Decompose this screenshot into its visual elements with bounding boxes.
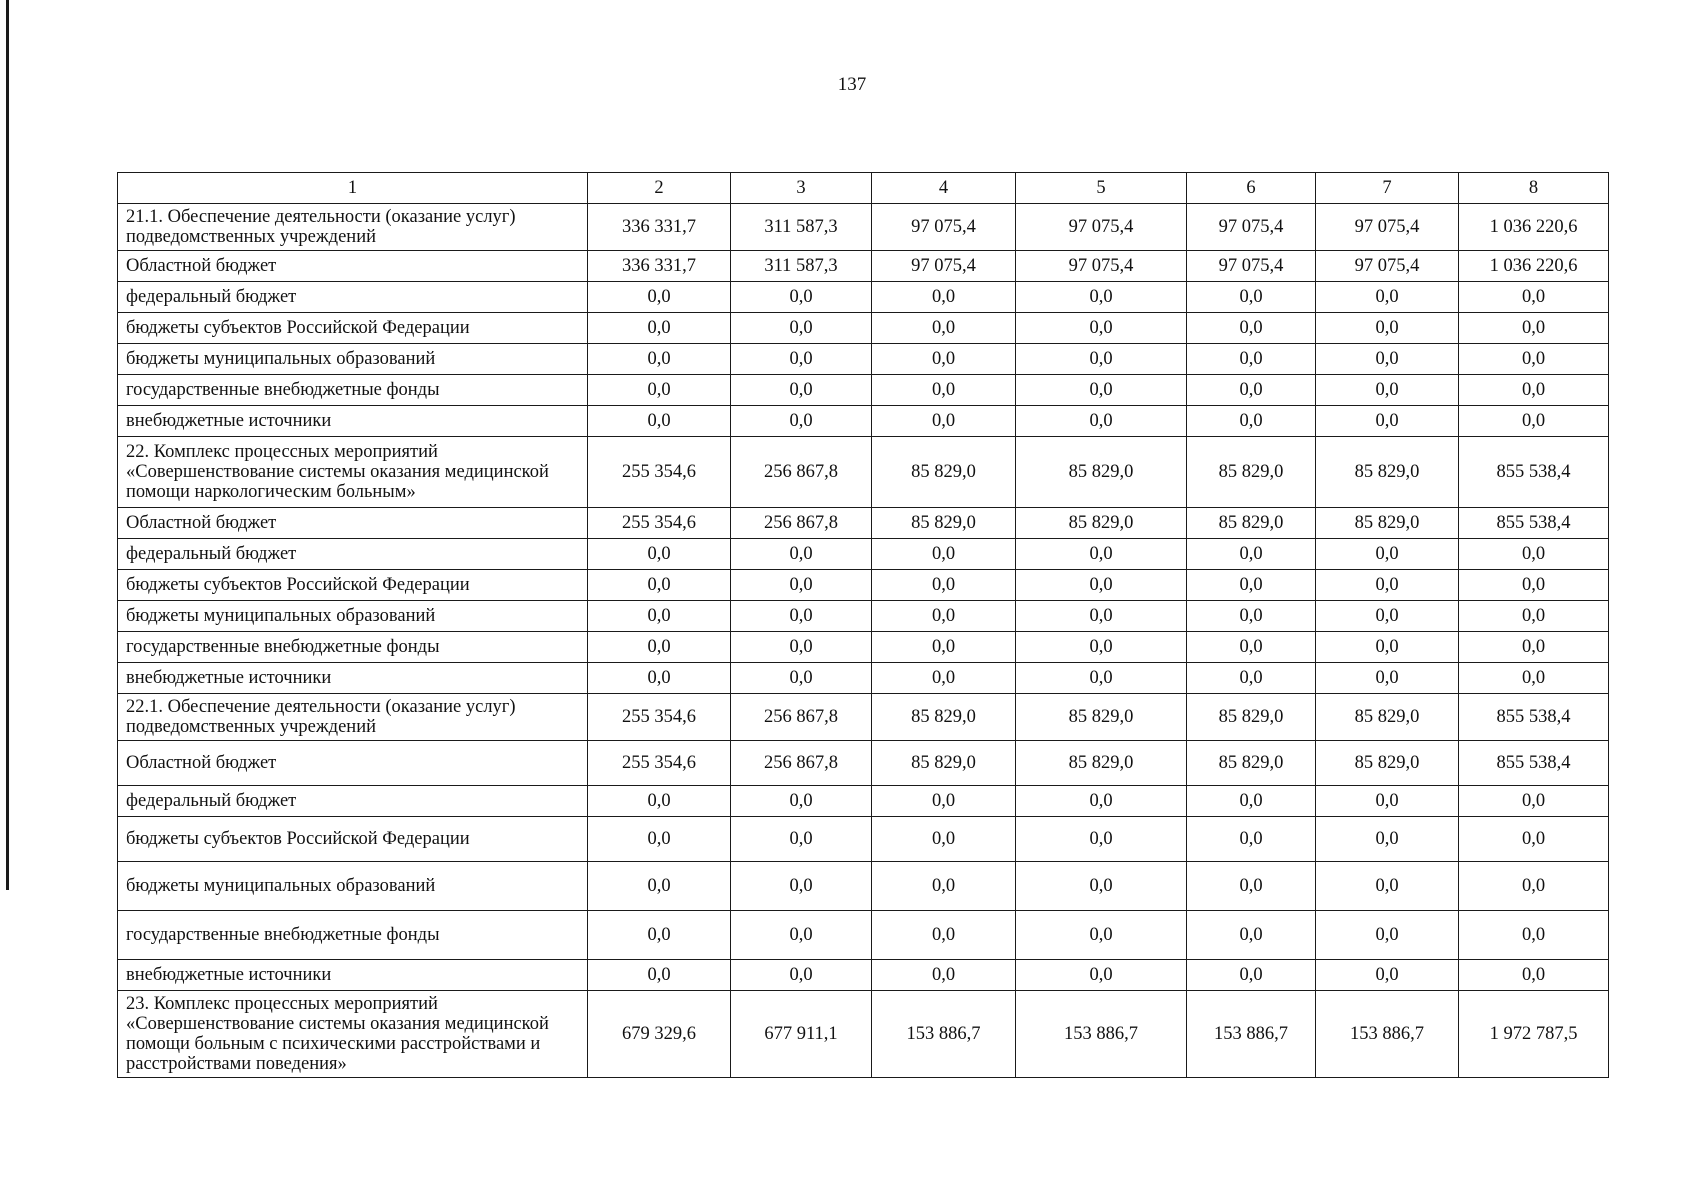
value-cell: 0,0: [1459, 911, 1609, 960]
value-cell: 85 829,0: [872, 508, 1016, 539]
header-cell: 3: [731, 173, 872, 204]
value-cell: 0,0: [588, 406, 731, 437]
value-cell: 85 829,0: [1316, 437, 1459, 508]
value-cell: 97 075,4: [1316, 204, 1459, 251]
value-cell: 0,0: [588, 817, 731, 862]
value-cell: 0,0: [1459, 282, 1609, 313]
value-cell: 85 829,0: [1016, 741, 1187, 786]
value-cell: 336 331,7: [588, 204, 731, 251]
value-cell: 0,0: [588, 862, 731, 911]
value-cell: 0,0: [872, 632, 1016, 663]
value-cell: 336 331,7: [588, 251, 731, 282]
table-row: [118, 437, 1609, 508]
value-cell: 0,0: [1459, 960, 1609, 991]
value-cell: 0,0: [1187, 663, 1316, 694]
table-row: [118, 741, 1609, 786]
value-cell: 0,0: [1316, 570, 1459, 601]
value-cell: 0,0: [1459, 601, 1609, 632]
value-cell: 0,0: [1187, 313, 1316, 344]
table-row: [118, 539, 1609, 570]
value-cell: 85 829,0: [1316, 694, 1459, 741]
value-cell: 0,0: [731, 786, 872, 817]
value-cell: 0,0: [872, 862, 1016, 911]
table-row: [118, 204, 1609, 251]
table-row: [118, 406, 1609, 437]
value-cell: 0,0: [872, 375, 1016, 406]
value-cell: 0,0: [1187, 911, 1316, 960]
value-cell: 677 911,1: [731, 991, 872, 1078]
value-cell: 0,0: [1187, 817, 1316, 862]
value-cell: 0,0: [872, 601, 1016, 632]
row-label: бюджеты муниципальных образований: [118, 862, 588, 911]
value-cell: 0,0: [872, 663, 1016, 694]
value-cell: 0,0: [1459, 539, 1609, 570]
table-row: [118, 282, 1609, 313]
value-cell: 0,0: [1187, 786, 1316, 817]
value-cell: 0,0: [1187, 406, 1316, 437]
value-cell: 85 829,0: [1187, 508, 1316, 539]
row-label: государственные внебюджетные фонды: [118, 632, 588, 663]
table-row: [118, 313, 1609, 344]
value-cell: 0,0: [872, 313, 1016, 344]
value-cell: 97 075,4: [872, 251, 1016, 282]
header-cell: 4: [872, 173, 1016, 204]
row-label: государственные внебюджетные фонды: [118, 375, 588, 406]
value-cell: 0,0: [1187, 282, 1316, 313]
value-cell: 0,0: [1316, 406, 1459, 437]
value-cell: 0,0: [1187, 862, 1316, 911]
value-cell: 0,0: [1459, 406, 1609, 437]
value-cell: 85 829,0: [1187, 741, 1316, 786]
value-cell: 311 587,3: [731, 251, 872, 282]
row-label: 22. Комплекс процессных мероприятий «Совершенствование системы оказания медицинской помощи наркологическим больным»: [118, 437, 588, 508]
value-cell: 0,0: [731, 539, 872, 570]
value-cell: 153 886,7: [1316, 991, 1459, 1078]
table-row: [118, 911, 1609, 960]
value-cell: 0,0: [1016, 862, 1187, 911]
value-cell: 97 075,4: [1016, 204, 1187, 251]
value-cell: 0,0: [1316, 313, 1459, 344]
value-cell: 0,0: [731, 601, 872, 632]
value-cell: 0,0: [1459, 570, 1609, 601]
value-cell: 85 829,0: [872, 694, 1016, 741]
value-cell: 0,0: [588, 786, 731, 817]
value-cell: 855 538,4: [1459, 437, 1609, 508]
value-cell: 0,0: [731, 817, 872, 862]
value-cell: 256 867,8: [731, 694, 872, 741]
value-cell: 85 829,0: [1016, 437, 1187, 508]
value-cell: 855 538,4: [1459, 694, 1609, 741]
value-cell: 85 829,0: [1187, 694, 1316, 741]
value-cell: 0,0: [1016, 960, 1187, 991]
value-cell: 0,0: [1316, 786, 1459, 817]
table-row: [118, 694, 1609, 741]
value-cell: 85 829,0: [872, 741, 1016, 786]
value-cell: 0,0: [872, 570, 1016, 601]
value-cell: 0,0: [731, 344, 872, 375]
header-cell: 8: [1459, 173, 1609, 204]
value-cell: 0,0: [1016, 911, 1187, 960]
value-cell: 0,0: [588, 375, 731, 406]
value-cell: 85 829,0: [1316, 741, 1459, 786]
value-cell: 0,0: [1459, 786, 1609, 817]
table-row: [118, 570, 1609, 601]
value-cell: 255 354,6: [588, 741, 731, 786]
value-cell: 1 036 220,6: [1459, 251, 1609, 282]
value-cell: 1 036 220,6: [1459, 204, 1609, 251]
table-row: [118, 786, 1609, 817]
value-cell: 0,0: [731, 632, 872, 663]
row-label: бюджеты субъектов Российской Федерации: [118, 570, 588, 601]
value-cell: 85 829,0: [1187, 437, 1316, 508]
row-label: бюджеты субъектов Российской Федерации: [118, 817, 588, 862]
value-cell: 153 886,7: [872, 991, 1016, 1078]
table-row: [118, 508, 1609, 539]
row-label: федеральный бюджет: [118, 786, 588, 817]
table-row: [118, 862, 1609, 911]
value-cell: 0,0: [731, 570, 872, 601]
value-cell: 855 538,4: [1459, 741, 1609, 786]
value-cell: 0,0: [588, 282, 731, 313]
value-cell: 0,0: [1016, 344, 1187, 375]
value-cell: 679 329,6: [588, 991, 731, 1078]
value-cell: 0,0: [1316, 663, 1459, 694]
value-cell: 0,0: [1016, 406, 1187, 437]
value-cell: 97 075,4: [1316, 251, 1459, 282]
value-cell: 0,0: [1459, 862, 1609, 911]
value-cell: 0,0: [1016, 786, 1187, 817]
value-cell: 0,0: [731, 406, 872, 437]
value-cell: 256 867,8: [731, 508, 872, 539]
value-cell: 0,0: [1316, 862, 1459, 911]
header-cell: 1: [118, 173, 588, 204]
row-label: федеральный бюджет: [118, 282, 588, 313]
row-label: 21.1. Обеспечение деятельности (оказание услуг) подведомственных учреждений: [118, 204, 588, 251]
table-row: [118, 960, 1609, 991]
value-cell: 0,0: [1459, 817, 1609, 862]
value-cell: 855 538,4: [1459, 508, 1609, 539]
row-label: Областной бюджет: [118, 508, 588, 539]
scan-edge: [6, 0, 9, 890]
value-cell: 0,0: [1316, 282, 1459, 313]
value-cell: 97 075,4: [1016, 251, 1187, 282]
value-cell: 0,0: [1187, 539, 1316, 570]
value-cell: 256 867,8: [731, 741, 872, 786]
value-cell: 0,0: [1187, 960, 1316, 991]
value-cell: 0,0: [872, 817, 1016, 862]
value-cell: 311 587,3: [731, 204, 872, 251]
value-cell: 97 075,4: [1187, 204, 1316, 251]
value-cell: 0,0: [1187, 344, 1316, 375]
value-cell: 0,0: [872, 786, 1016, 817]
value-cell: 153 886,7: [1187, 991, 1316, 1078]
value-cell: 0,0: [1316, 960, 1459, 991]
value-cell: 0,0: [872, 539, 1016, 570]
value-cell: 0,0: [731, 911, 872, 960]
value-cell: 0,0: [731, 960, 872, 991]
value-cell: 0,0: [1316, 539, 1459, 570]
value-cell: 0,0: [588, 960, 731, 991]
table-row: [118, 991, 1609, 1078]
value-cell: 0,0: [872, 344, 1016, 375]
value-cell: 255 354,6: [588, 437, 731, 508]
budget-table: [117, 172, 1609, 1078]
value-cell: 0,0: [1316, 375, 1459, 406]
row-label: внебюджетные источники: [118, 406, 588, 437]
value-cell: 0,0: [1459, 632, 1609, 663]
value-cell: 0,0: [1016, 282, 1187, 313]
value-cell: 0,0: [731, 313, 872, 344]
value-cell: 0,0: [1016, 539, 1187, 570]
value-cell: 85 829,0: [1016, 508, 1187, 539]
value-cell: 97 075,4: [872, 204, 1016, 251]
value-cell: 85 829,0: [1316, 508, 1459, 539]
value-cell: 153 886,7: [1016, 991, 1187, 1078]
value-cell: 255 354,6: [588, 508, 731, 539]
value-cell: 0,0: [1316, 344, 1459, 375]
value-cell: 0,0: [588, 911, 731, 960]
value-cell: 0,0: [1016, 817, 1187, 862]
value-cell: 0,0: [1016, 313, 1187, 344]
row-label: бюджеты муниципальных образований: [118, 601, 588, 632]
value-cell: 0,0: [1016, 601, 1187, 632]
value-cell: 0,0: [731, 282, 872, 313]
table-row: [118, 663, 1609, 694]
value-cell: 85 829,0: [1016, 694, 1187, 741]
value-cell: 0,0: [1316, 817, 1459, 862]
table-row: [118, 375, 1609, 406]
value-cell: 0,0: [588, 313, 731, 344]
value-cell: 0,0: [731, 862, 872, 911]
value-cell: 0,0: [1459, 344, 1609, 375]
table-row: [118, 251, 1609, 282]
table-row: [118, 344, 1609, 375]
value-cell: 1 972 787,5: [1459, 991, 1609, 1078]
table-row: [118, 601, 1609, 632]
row-label: Областной бюджет: [118, 741, 588, 786]
row-label: внебюджетные источники: [118, 960, 588, 991]
table-row: [118, 817, 1609, 862]
value-cell: 85 829,0: [872, 437, 1016, 508]
value-cell: 0,0: [588, 539, 731, 570]
value-cell: 0,0: [872, 960, 1016, 991]
value-cell: 0,0: [1459, 663, 1609, 694]
row-label: государственные внебюджетные фонды: [118, 911, 588, 960]
header-row: [118, 173, 1609, 204]
value-cell: 97 075,4: [1187, 251, 1316, 282]
value-cell: 0,0: [588, 632, 731, 663]
value-cell: 0,0: [1187, 632, 1316, 663]
value-cell: 0,0: [1016, 663, 1187, 694]
value-cell: 0,0: [1316, 601, 1459, 632]
value-cell: 0,0: [1459, 375, 1609, 406]
table-row: [118, 632, 1609, 663]
value-cell: 0,0: [1016, 570, 1187, 601]
header-cell: 7: [1316, 173, 1459, 204]
value-cell: 0,0: [1316, 632, 1459, 663]
row-label: Областной бюджет: [118, 251, 588, 282]
value-cell: 0,0: [1187, 375, 1316, 406]
value-cell: 0,0: [588, 570, 731, 601]
header-cell: 2: [588, 173, 731, 204]
value-cell: 256 867,8: [731, 437, 872, 508]
row-label: бюджеты субъектов Российской Федерации: [118, 313, 588, 344]
value-cell: 0,0: [872, 282, 1016, 313]
value-cell: 255 354,6: [588, 694, 731, 741]
value-cell: 0,0: [588, 663, 731, 694]
value-cell: 0,0: [731, 375, 872, 406]
value-cell: 0,0: [872, 911, 1016, 960]
value-cell: 0,0: [731, 663, 872, 694]
value-cell: 0,0: [1459, 313, 1609, 344]
row-label: внебюджетные источники: [118, 663, 588, 694]
value-cell: 0,0: [1016, 632, 1187, 663]
header-cell: 5: [1016, 173, 1187, 204]
row-label: 23. Комплекс процессных мероприятий «Совершенствование системы оказания медицинской помощи больным с психическими расстройствами и расстройствами поведения»: [118, 991, 588, 1078]
value-cell: 0,0: [1187, 570, 1316, 601]
value-cell: 0,0: [1316, 911, 1459, 960]
value-cell: 0,0: [1016, 375, 1187, 406]
row-label: федеральный бюджет: [118, 539, 588, 570]
row-label: бюджеты муниципальных образований: [118, 344, 588, 375]
page-number: 137: [837, 74, 867, 95]
value-cell: 0,0: [872, 406, 1016, 437]
value-cell: 0,0: [588, 601, 731, 632]
value-cell: 0,0: [1187, 601, 1316, 632]
header-cell: 6: [1187, 173, 1316, 204]
value-cell: 0,0: [588, 344, 731, 375]
row-label: 22.1. Обеспечение деятельности (оказание услуг) подведомственных учреждений: [118, 694, 588, 741]
